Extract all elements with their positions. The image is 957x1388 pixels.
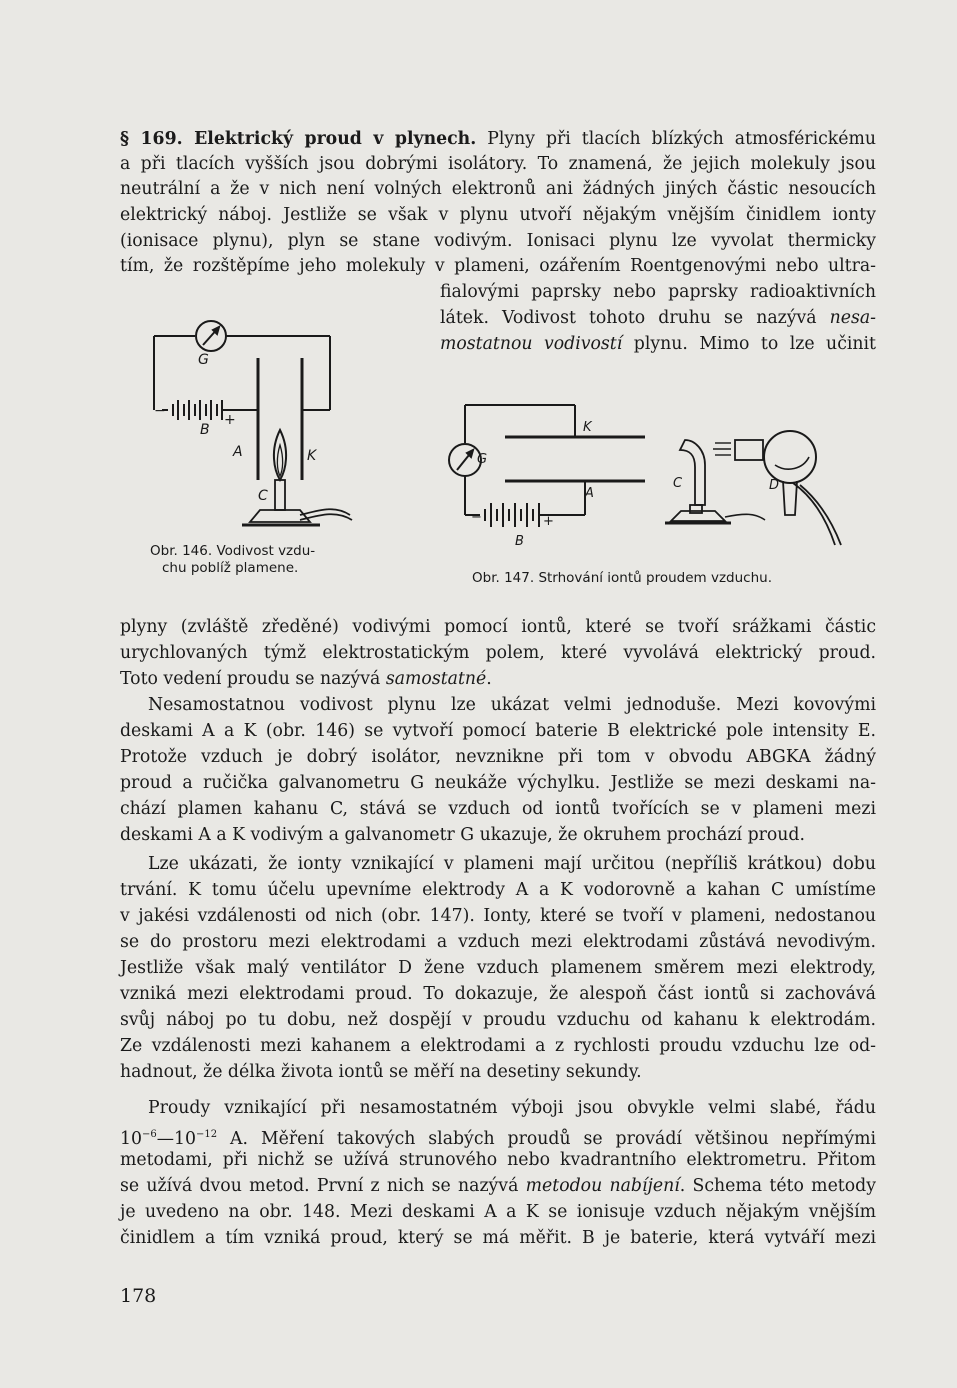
text-line: mostatnou vodivostí plynu. Mimo to lze učinit	[440, 334, 876, 354]
text-line: Protože vzduch je dobrý isolátor, nevznikne při tom v obvodu ABGKA žádný	[120, 747, 876, 767]
text-line: v jakési vzdálenosti od nich (obr. 147). Ionty, které se tvoří v plameni, nedostanou	[120, 906, 876, 926]
text-line: Proudy vznikající při nesamostatném výboji jsou obvykle velmi slabé, řádu	[148, 1098, 876, 1118]
text-line: metodami, při nichž se užívá strunového nebo kvadrantního elektrometru. Přitom	[120, 1150, 876, 1170]
label-k: K	[583, 420, 592, 435]
text-line: činidlem a tím vzniká proud, který se má měřit. B je baterie, která vytváří mezi	[120, 1228, 876, 1248]
text-line: Nesamostatnou vodivost plynu lze ukázat velmi jednoduše. Mezi kovovými	[148, 695, 876, 715]
section-heading: § 169. Elektrický proud v plynech.	[120, 129, 477, 149]
text-line: plyny (zvláště zředěné) vodivými pomocí iontů, které se tvoří srážkami částic	[120, 617, 876, 637]
heading-line: § 169. Elektrický proud v plynech. Plyny při tlacích blízkých atmosférickému	[120, 129, 876, 149]
text-line: se do prostoru mezi elektrodami a vzduch mezi elektrodami zůstává nevodivým.	[120, 932, 876, 952]
label-d: D	[769, 478, 780, 493]
text-line: deskami A a K (obr. 146) se vytvoří pomocí baterie B elektrické pole intensity E.	[120, 721, 876, 741]
text-line: se užívá dvou metod. První z nich se nazývá metodou nabíjení. Schema této metody	[120, 1176, 876, 1196]
text-line: neutrální a že v nich není volných elektronů ani žádných jiných částic nesoucích	[120, 179, 876, 199]
figure-146-caption-line2: chu poblíž plamene.	[162, 560, 299, 576]
label-c: C	[673, 476, 683, 491]
text-line: fialovými paprsky nebo paprsky radioaktivních	[440, 282, 876, 302]
text-line: trvání. K tomu účelu upevníme elektrody A a K vodorovně a kahan C umístíme	[120, 880, 876, 900]
label-minus: −	[471, 510, 482, 525]
label-g: G	[477, 452, 488, 467]
text-line: Jestliže však malý ventilátor D žene vzduch plamenem směrem mezi elektrody,	[120, 958, 876, 978]
text-line: deskami A a K vodivým a galvanometr G ukazuje, že okruhem prochází proud.	[120, 825, 805, 845]
text-line: proud a ručička galvanometru G neukáže výchylku. Jestliže se mezi deskami na-	[120, 773, 876, 793]
text-line: chází plamen kahanu C, stává se vzduch od iontů tvořících se v plameni mezi	[120, 799, 876, 819]
text-line: Ze vzdálenosti mezi kahanem a elektrodami a z rychlosti proudu vzduchu lze od-	[120, 1036, 876, 1056]
text-line: látek. Vodivost tohoto druhu se nazývá nesa-	[440, 308, 876, 328]
label-plus: +	[224, 412, 236, 428]
text-line: tím, že rozštěpíme jeho molekuly v plameni, ozářením Roentgenovými nebo ultra-	[120, 256, 876, 276]
label-a: A	[233, 444, 243, 460]
label-k: K	[307, 448, 317, 464]
text-line: elektrický náboj. Jestliže se však v plynu utvoří nějakým vnějším činidlem ionty	[120, 205, 876, 225]
label-b: B	[515, 534, 524, 549]
text-line: je uvedeno na obr. 148. Mezi deskami A a K se ionisuje vzduch nějakým vnějším	[120, 1202, 876, 1222]
figure-146-caption-line1: Obr. 146. Vodivost vzdu-	[150, 543, 316, 559]
text-line: urychlovaných týmž elektrostatickým polem, které vyvolává elektrický proud.	[120, 643, 876, 663]
label-b: B	[200, 422, 210, 438]
label-plus: +	[543, 514, 554, 529]
figure-147-caption: Obr. 147. Strhování iontů proudem vzduchu.	[472, 570, 772, 586]
figure-147-diagram	[435, 395, 850, 570]
page-number: 178	[120, 1285, 157, 1307]
text-line: Lze ukázati, že ionty vznikající v plameni mají určitou (nepříliš krátkou) dobu	[148, 854, 876, 874]
label-c: C	[258, 488, 268, 504]
text-line: Toto vedení proudu se nazývá samostatné.	[120, 669, 492, 689]
label-minus: −	[154, 403, 166, 419]
text-line: svůj náboj po tu dobu, než dospějí v proudu vzduchu od kahanu k elektrodám.	[120, 1010, 876, 1030]
label-a: A	[585, 486, 594, 501]
text-line: hadnout, že délka života iontů se měří na desetiny sekundy.	[120, 1062, 642, 1082]
text-line: $10^{-6}—10^{-12}$ A. Měření takových slabých proudů se provádí většinou nepřímými	[120, 1128, 876, 1149]
label-g: G	[198, 352, 209, 368]
text-line: a při tlacích vyšších jsou dobrými isolátory. To znamená, že jejich molekuly jsou	[120, 154, 876, 174]
text-line: (ionisace plynu), plyn se stane vodivým. Ionisaci plynu lze vyvolat thermicky	[120, 231, 876, 251]
figure-146-diagram	[140, 310, 360, 535]
text-line: vzniká mezi elektrodami proud. To dokazuje, že alespoň část iontů si zachovává	[120, 984, 876, 1004]
